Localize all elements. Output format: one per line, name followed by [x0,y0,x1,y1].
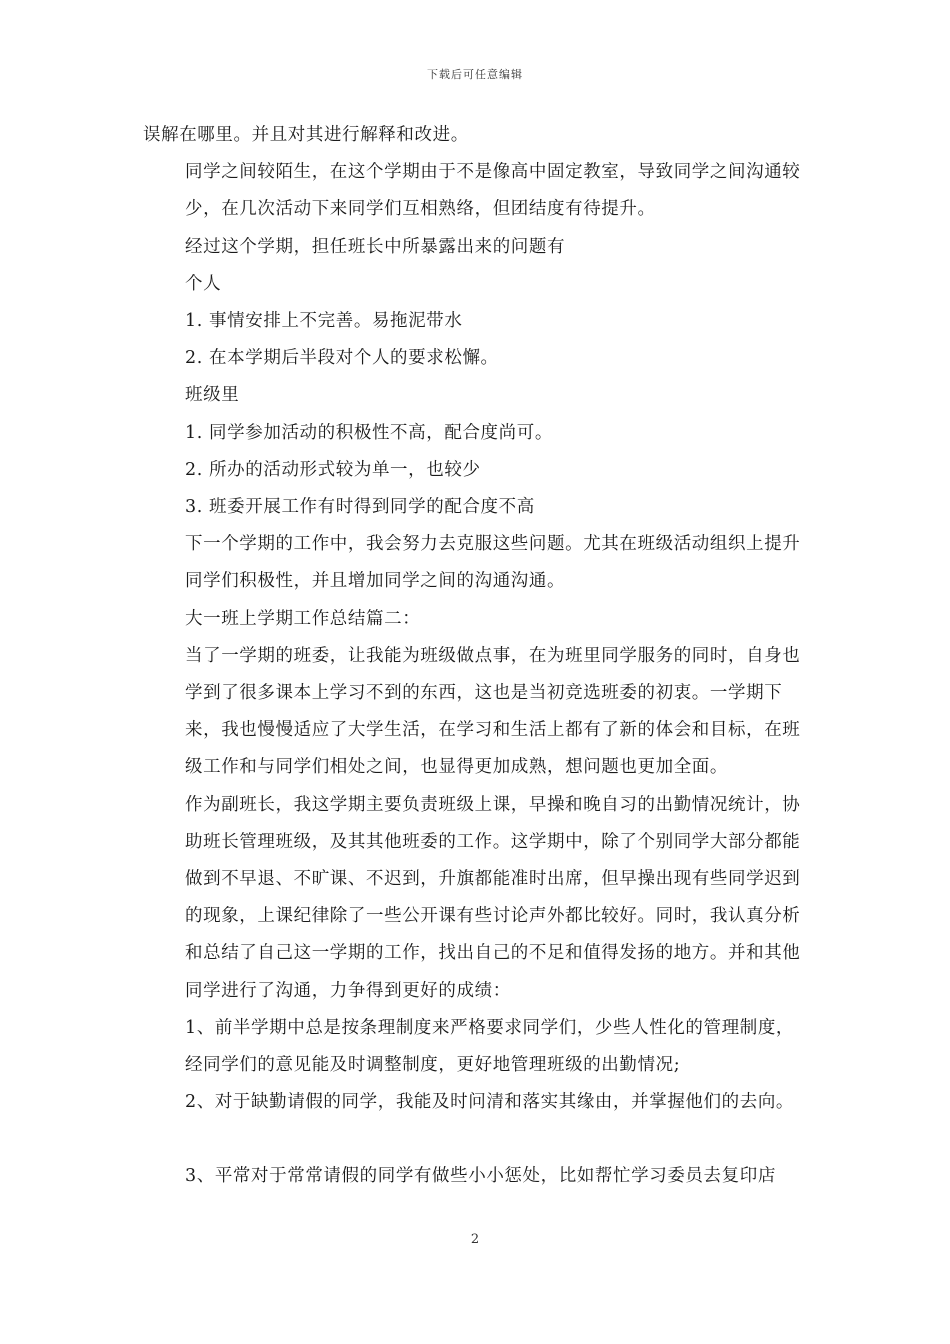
list-item: 2、对于缺勤请假的同学，我能及时问清和落实其缘由，并掌握他们的去向。 [185,1092,795,1113]
paragraph: 同学之间较陌生，在这个学期由于不是像高中固定教室，导致同学之间沟通较少，在几次活动下来同学们互相熟络，但团结度有待提升。 [185,162,801,220]
blank-line [143,1121,811,1158]
paragraph: 作为副班长，我这学期主要负责班级上课，早操和晚自习的出勤情况统计，协助班长管理班级，及其其他班委的工作。这学期中，除了个别同学大部分都能做到不早退、不旷课、不迟到，升旗都能准时出席，但早操出现有些同学迟到的现象，上课纪律除了一些公开课有些讨论声外都比较好。同时，我认真分析和总结了自己这一学期的工作，找出自己的不足和值得发扬的地方。并和其他同学进行了沟通，力争得到更好的成绩： [185,794,801,1001]
list-item: 1. 同学参加活动的积极性不高，配合度尚可。 [185,422,553,443]
section-label: 个人 [185,273,222,294]
list-item: 1. 事情安排上不完善。易拖泥带水 [185,311,463,332]
list-item: 2. 所办的活动形式较为单一，也较少 [185,459,481,480]
document-body [143,117,811,1196]
section-heading: 大一班上学期工作总结篇二： [185,608,421,629]
paragraph: 误解在哪里。并且对其进行解释和改进。 [143,125,469,145]
page-header: 下载后可任意编辑 [427,68,523,81]
paragraph: 经过这个学期，担任班长中所暴露出来的问题有 [185,236,566,257]
list-item: 2. 在本学期后半段对个人的要求松懈。 [185,348,499,369]
paragraph: 下一个学期的工作中，我会努力去克服这些问题。尤其在班级活动组织上提升同学们积极性，并且增加同学之间的沟通沟通。 [185,534,801,592]
list-item: 3. 班委开展工作有时得到同学的配合度不高 [185,497,535,518]
paragraph: 当了一学期的班委，让我能为班级做点事，在为班里同学服务的同时，自身也学到了很多课本上学习不到的东西，这也是当初竞选班委的初衷。一学期下来，我也慢慢适应了大学生活，在学习和生活上都有了新的体会和目标，在班级工作和与同学们相处之间，也显得更加成熟，想问题也更加全面。 [185,645,801,778]
list-item: 3、平常对于常常请假的同学有做些小小惩处，比如帮忙学习委员去复印店 [185,1166,776,1187]
list-item: 1、前半学期中总是按条理制度来严格要求同学们，少些人性化的管理制度，经同学们的意见能及时调整制度，更好地管理班级的出勤情况; [185,1017,795,1076]
page-number: 2 [470,1232,480,1247]
section-label: 班级里 [185,385,240,406]
